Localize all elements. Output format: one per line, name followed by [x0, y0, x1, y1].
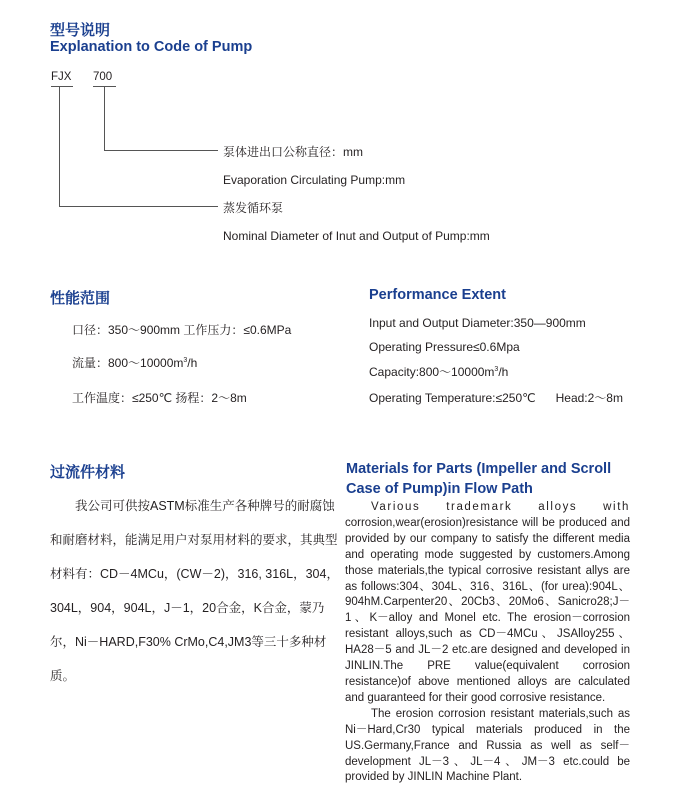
materials-title-en-line-2: Case of Pump)in Flow Path — [346, 481, 533, 497]
label-pump-type-en: Nominal Diameter of Inut and Output of Pump:mm — [223, 229, 490, 243]
materials-en-paragraph — [345, 500, 630, 786]
materials-en-line: JINLIN.The PRE value(equivalent corrosion — [345, 660, 630, 673]
materials-en-line: provided by JINLIN Machine Plant. — [345, 771, 523, 784]
connector-vertical-prefix — [59, 86, 60, 206]
performance-en-line-1: Input and Output Diameter:350—900mm — [369, 316, 586, 330]
materials-title-en-line-1: Materials for Parts (Impeller and Scroll — [346, 461, 612, 477]
performance-en-line-4: Operating Temperature:≤250℃ Head:2～8m — [369, 391, 623, 405]
code-prefix-underline — [51, 86, 73, 87]
materials-en-line: resistant alloys,such as CD－4MCu、JSAlloy255、 — [345, 628, 630, 641]
materials-en-line: The erosion corrosion resistant materials,such as — [371, 707, 630, 720]
materials-cn-line: 材料有：CD－4MCu，(CW－2)，316, 316L，304， — [50, 567, 339, 581]
materials-en-line: Various trademark alloys with — [371, 501, 630, 513]
connector-vertical-number — [104, 86, 105, 150]
materials-title-cn: 过流件材料 — [50, 464, 126, 481]
materials-en-line: Ni－Hard,Cr30 typical materials produced in the — [345, 723, 630, 736]
materials-en-line: US.Germany,France and Russia as well as self－ — [345, 739, 630, 752]
materials-cn-line: 和耐磨材料，能满足用户对泵用材料的要求，其典型 — [50, 533, 338, 547]
materials-en-line: 1、K－alloy and Monel etc. The erosion－corrosion — [345, 612, 630, 625]
materials-en-line: HA28－5 and JL－2 etc.are designed and developed in — [345, 644, 630, 657]
connector-horizontal-number — [104, 150, 218, 151]
performance-en-line-3: $Capacity:800\sim 10000m^3/h$ — [369, 365, 509, 379]
materials-en-line: those materials,the typical corrosive resistant allys are — [345, 564, 630, 577]
code-title-cn: 型号说明 — [50, 22, 111, 39]
materials-en-line: provided by our company to satisfy the different media — [345, 532, 630, 545]
performance-title-cn: 性能范围 — [50, 290, 111, 307]
performance-cn-line-1: 口径：350～900mm 工作压力：≤0.6MPa — [72, 323, 292, 337]
materials-cn-line: 质。 — [50, 669, 76, 683]
performance-cn-line-2: 流量：$800\sim 10000m^3/h$ — [72, 356, 198, 370]
materials-en-line: development JL－3、JL－4、JM－3 etc.could be — [345, 755, 630, 768]
performance-title-en: Performance Extent — [369, 287, 506, 303]
code-title-en: Explanation to Code of Pump — [50, 39, 253, 55]
performance-en-line-2: Operating Pressure≤0.6Mpa — [369, 340, 520, 354]
code-prefix: FJX — [51, 71, 72, 83]
label-diameter-en: Evaporation Circulating Pump:mm — [223, 173, 406, 187]
label-pump-type-cn: 蒸发循环泵 — [223, 201, 284, 215]
code-number: 700 — [93, 71, 113, 83]
connector-horizontal-prefix — [59, 206, 218, 207]
materials-cn-line: 尔，Ni－HARD,F30% CrMo,C4,JM3等三十多种材 — [50, 635, 327, 649]
label-diameter-cn: 泵体进出口公称直径：mm — [223, 145, 363, 159]
materials-en-line: and operating mode suggested by customers.Among — [345, 548, 630, 561]
materials-cn-paragraph — [50, 489, 339, 693]
materials-cn-line: 我公司可供按ASTM标准生产各种牌号的耐腐蚀 — [75, 499, 335, 513]
materials-en-line: corrosion,wear(erosion)resistance will be produced and — [345, 516, 630, 529]
materials-en-line: and guaranteed for their good corrosive resistance. — [345, 691, 606, 704]
materials-en-line: resistance)of above mentioned alloys are calculated — [345, 675, 630, 688]
materials-en-line: 904hM.Carpenter20、20Cb3、20Mo6、Sanicro28;J－ — [345, 596, 630, 609]
performance-cn-line-3: 工作温度：≤250℃ 扬程：2～8m — [72, 391, 247, 405]
materials-en-line: as follows:304、304L、316、316L、(for urea):904L、 — [345, 580, 630, 593]
materials-cn-line: 304L，904，904L，J－1，20合金，K合金，蒙乃 — [50, 601, 325, 615]
